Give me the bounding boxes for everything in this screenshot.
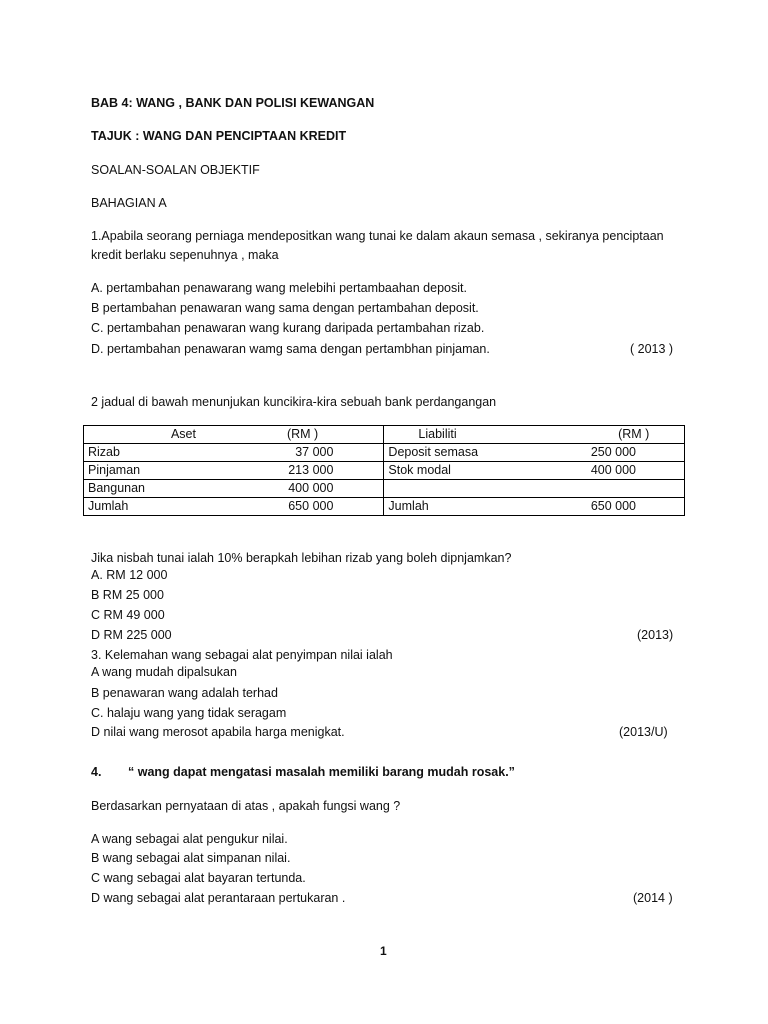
table-cell: 213 000: [283, 462, 384, 480]
q3-option-a: A wang mudah dipalsukan: [91, 665, 237, 679]
q1-stem-line1: 1.Apabila seorang perniaga mendepositkan wang tunai ke dalam akaun semasa , sekiranya penciptaan: [91, 229, 664, 243]
section-type: SOALAN-SOALAN OBJEKTIF: [91, 163, 260, 177]
table-cell: 400 000: [583, 462, 684, 480]
q4-quote: “ wang dapat mengatasi masalah memiliki barang mudah rosak.”: [128, 765, 515, 779]
balance-sheet-table: [83, 425, 685, 516]
q3-option-c: C. halaju wang yang tidak seragam: [91, 706, 287, 720]
q3-option-d: D nilai wang merosot apabila harga menigkat.: [91, 725, 345, 739]
table-cell: Pinjaman: [84, 462, 283, 480]
table-row: [84, 444, 685, 462]
table-cell: Rizab: [84, 444, 283, 462]
chapter-title: BAB 4: WANG , BANK DAN POLISI KEWANGAN: [91, 96, 375, 110]
table-row: [84, 462, 685, 480]
q4-option-c: C wang sebagai alat bayaran tertunda.: [91, 871, 306, 885]
table-cell: 650 000: [583, 498, 684, 516]
q4-option-b: B wang sebagai alat simpanan nilai.: [91, 851, 291, 865]
q4-option-a: A wang sebagai alat pengukur nilai.: [91, 832, 288, 846]
table-row: [84, 498, 685, 516]
table-header: Aset: [84, 426, 283, 444]
q2-stem: 2 jadual di bawah menunjukan kuncikira-kira sebuah bank perdangangan: [91, 395, 497, 409]
table-header: Liabiliti: [384, 426, 584, 444]
table-cell: Jumlah: [384, 498, 584, 516]
q4-option-d: D wang sebagai alat perantaraan pertukaran .: [91, 891, 346, 905]
table-header: (RM ): [583, 426, 684, 444]
table-cell: Bangunan: [84, 480, 283, 498]
table-cell: 37 000: [283, 444, 384, 462]
table-row: [84, 480, 685, 498]
q4-number: 4.: [91, 765, 102, 779]
q4-year: (2014 ): [633, 891, 673, 905]
q1-stem-line2: kredit berlaku sepenuhnya , maka: [91, 248, 279, 262]
table-header: (RM ): [283, 426, 384, 444]
q2-question: Jika nisbah tunai ialah 10% berapkah lebihan rizab yang boleh dipnjamkan?: [91, 551, 512, 565]
q3-year: (2013/U): [619, 725, 668, 739]
table-cell: 650 000: [283, 498, 384, 516]
page-number: 1: [380, 944, 387, 958]
q4-question: Berdasarkan pernyataan di atas , apakah fungsi wang ?: [91, 799, 401, 813]
q1-option-a: A. pertambahan penawarang wang melebihi pertambaahan deposit.: [91, 281, 467, 295]
q1-option-b: B pertambahan penawaran wang sama dengan pertambahan deposit.: [91, 301, 479, 315]
q1-option-d: D. pertambahan penawaran wamg sama dengan pertambhan pinjaman.: [91, 342, 490, 356]
q2-year: (2013): [637, 628, 674, 642]
table-cell: 250 000: [583, 444, 684, 462]
table-cell: Deposit semasa: [384, 444, 584, 462]
topic-title: TAJUK : WANG DAN PENCIPTAAN KREDIT: [91, 129, 347, 143]
q1-year: ( 2013 ): [630, 342, 674, 356]
q3-option-b: B penawaran wang adalah terhad: [91, 686, 278, 700]
q2-option-a: A. RM 12 000: [91, 568, 168, 582]
q2-option-d: D RM 225 000: [91, 628, 172, 642]
q2-option-b: B RM 25 000: [91, 588, 164, 602]
table-cell: 400 000: [283, 480, 384, 498]
table-header-row: [84, 426, 685, 444]
part-title: BAHAGIAN A: [91, 196, 167, 210]
table-cell: Stok modal: [384, 462, 584, 480]
q1-option-c: C. pertambahan penawaran wang kurang daripada pertambahan rizab.: [91, 321, 485, 335]
q3-stem: 3. Kelemahan wang sebagai alat penyimpan nilai ialah: [91, 648, 393, 662]
q2-option-c: C RM 49 000: [91, 608, 165, 622]
table-cell: [384, 480, 584, 498]
table-cell: Jumlah: [84, 498, 283, 516]
table-cell: [583, 480, 684, 498]
